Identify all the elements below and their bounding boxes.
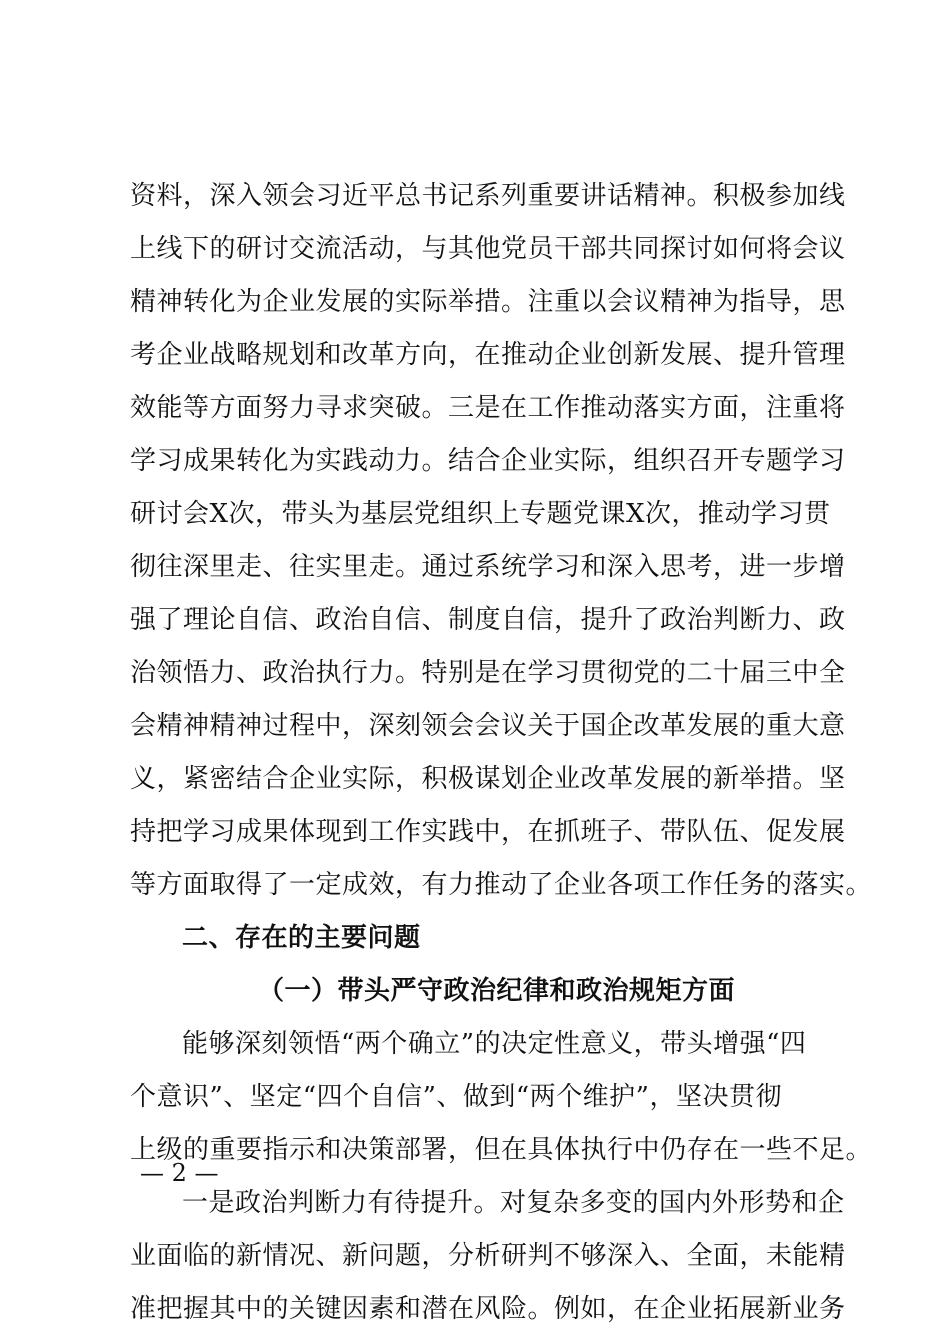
text-line: 个意识”、坚定“四个自信”、做到“两个维护”，坚决贯彻 — [130, 1082, 782, 1112]
subsection-heading: （一）带头严守政治纪律和政治规矩方面 — [258, 976, 736, 1006]
text-line: 能够深刻领悟“两个确立”的决定性意义，带头增强“四 — [182, 1029, 807, 1059]
page-number: — 2 — — [140, 1159, 219, 1187]
text-line: 考企业战略规划和改革方向，在推动企业创新发展、提升管理 — [130, 340, 846, 370]
text-line: 业面临的新情况、新问题，分析研判不够深入、全面，未能精 — [130, 1241, 846, 1271]
text-line: 上级的重要指示和决策部署，但在具体执行中仍存在一些不足。 — [130, 1135, 873, 1165]
text-line: 等方面取得了一定成效，有力推动了企业各项工作任务的落实。 — [130, 870, 873, 900]
text-line: 研讨会X次，带头为基层党组织上专题党课X次，推动学习贯 — [130, 499, 831, 529]
text-line: 准把握其中的关键因素和潜在风险。例如，在企业拓展新业务 — [130, 1294, 846, 1324]
text-line: 上线下的研讨交流活动，与其他党员干部共同探讨如何将会议 — [130, 234, 846, 264]
text-line: 学习成果转化为实践动力。结合企业实际，组织召开专题学习 — [130, 446, 846, 476]
text-line: 一是政治判断力有待提升。对复杂多变的国内外形势和企 — [182, 1188, 845, 1218]
text-line: 持把学习成果体现到工作实践中，在抓班子、带队伍、促发展 — [130, 817, 846, 847]
text-line: 义，紧密结合企业实际，积极谋划企业改革发展的新举措。坚 — [130, 764, 846, 794]
text-line: 资料，深入领会习近平总书记系列重要讲话精神。积极参加线 — [130, 181, 846, 211]
text-line: 彻往深里走、往实里走。通过系统学习和深入思考，进一步增 — [130, 552, 846, 582]
section-heading: 二、存在的主要问题 — [182, 923, 421, 953]
text-line: 强了理论自信、政治自信、制度自信，提升了政治判断力、政 — [130, 605, 846, 635]
text-line: 效能等方面努力寻求突破。三是在工作推动落实方面，注重将 — [130, 393, 846, 423]
text-line: 治领悟力、政治执行力。特别是在学习贯彻党的二十届三中全 — [130, 658, 846, 688]
document-body — [130, 170, 873, 1336]
text-line: 精神转化为企业发展的实际举措。注重以会议精神为指导，思 — [130, 287, 846, 317]
text-line: 会精神精神过程中，深刻领会会议关于国企改革发展的重大意 — [130, 711, 846, 741]
